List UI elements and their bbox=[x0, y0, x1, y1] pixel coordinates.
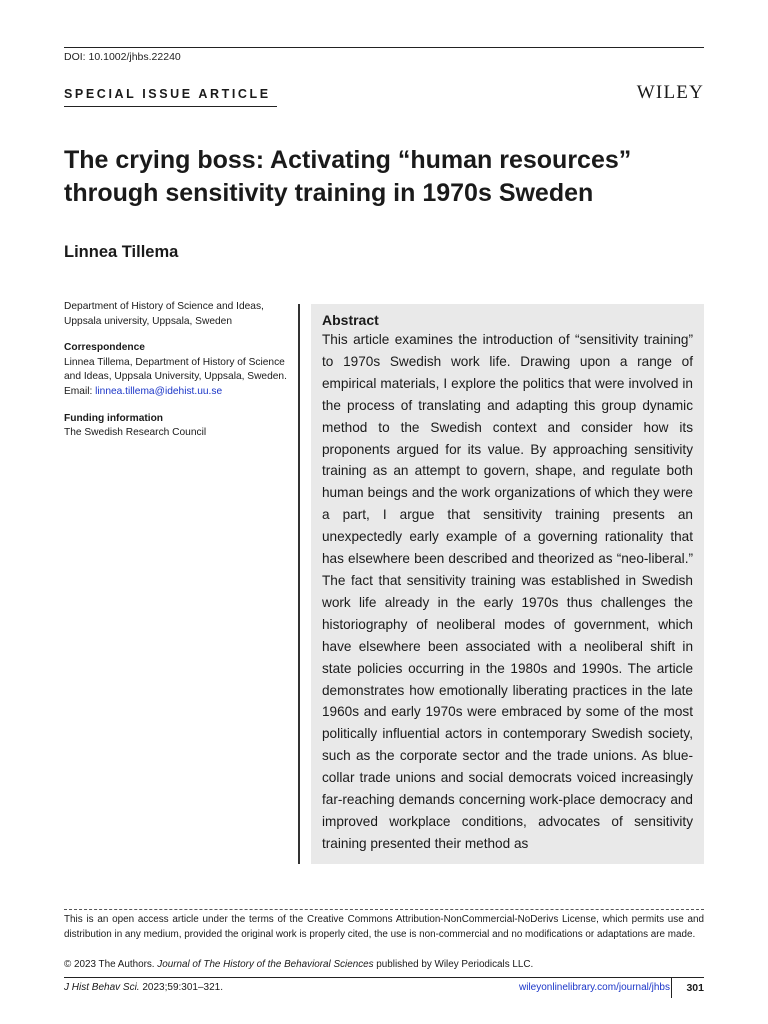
section-underline bbox=[64, 106, 277, 107]
funding-text: The Swedish Research Council bbox=[64, 427, 207, 439]
journal-name: Journal of The History of the Behavioral Sciences bbox=[157, 959, 374, 970]
footer-rule bbox=[64, 977, 704, 978]
funding-block bbox=[64, 412, 292, 441]
citation bbox=[64, 982, 223, 993]
copyright-suffix: published by Wiley Periodicals LLC. bbox=[373, 959, 534, 970]
abstract-text: This article examines the introduction of “sensitivity training” to 1970s Swedish work life. Drawing upon a range of empirical materials, I explore the politics that were involved in the process of translating and adapting this group dynamic method to the Swedish context and consider how its proponents argued for its value. By approaching sensitivity training as an attempt to govern, shape, and regulate both human beings and the work organizations of which they were a part, I argue that sensitivity training presents an unexpectedly early example of a governing rationality that has elsewhere been described and theorized as “neo-liberal.” The fact that sensitivity training was established in Swedish work life already in the early 1970s thus challenges the historiography of neoliberal modes of government, which have elsewhere been associated with a neoliberal shift in state policies occurring in the 1980s and 1990s. The article demonstrates how emotionally liberating practices in the late 1960s and early 1970s were embraced by some of the most politically influential actors in contemporary Swedish society, such as the corporate sector and the trade unions. As blue-collar trade unions and social democrats voiced increasingly far-reaching demands concerning work-place democracy and improved workplace conditions, advocates of sensitivity training presented their method as bbox=[322, 332, 693, 851]
header-rule bbox=[64, 47, 704, 48]
correspondence-heading: Correspondence bbox=[64, 342, 145, 354]
funding-heading: Funding information bbox=[64, 412, 164, 424]
sidebar-divider bbox=[298, 304, 300, 864]
article-title: The crying boss: Activating “human resources” through sensitivity training in 1970s Sweden bbox=[64, 146, 632, 207]
email-label: Email: bbox=[64, 385, 96, 397]
copyright-prefix: © 2023 The Authors. bbox=[64, 959, 158, 970]
abstract-heading: Abstract bbox=[322, 312, 379, 328]
abstract-panel bbox=[311, 304, 704, 864]
section-label: SPECIAL ISSUE ARTICLE bbox=[64, 87, 271, 101]
correspondence-block bbox=[64, 341, 292, 399]
citation-details: 2023;59:301–321. bbox=[139, 982, 224, 993]
email-link[interactable]: linnea.tillema@idehist.uu.se bbox=[95, 385, 223, 397]
license-notice: This is an open access article under the terms of the Creative Commons Attribution-NonCommercial-NoDerivs License, which permits use and distribution in any medium, provided the original work is properly cited, the use is non-commercial and no modifications or adaptations are made. bbox=[64, 914, 704, 940]
affiliation: Department of History of Science and Ideas, Uppsala university, Uppsala, Sweden bbox=[64, 301, 264, 327]
journal-url-link[interactable]: wileyonlinelibrary.com/journal/jhbs bbox=[519, 982, 670, 993]
author-name: Linnea Tillema bbox=[64, 243, 179, 261]
publisher-logo: WILEY bbox=[636, 82, 704, 103]
page-number-divider bbox=[671, 978, 672, 998]
author-info-sidebar bbox=[64, 300, 292, 453]
page-number: 301 bbox=[686, 982, 704, 994]
doi: DOI: 10.1002/jhbs.22240 bbox=[64, 51, 181, 63]
footnote-rule bbox=[64, 909, 704, 910]
correspondence-text: Linnea Tillema, Department of History of Science and Ideas, Uppsala University, Uppsala, Sweden. bbox=[64, 356, 287, 383]
copyright-line bbox=[64, 957, 704, 972]
citation-journal: J Hist Behav Sci. bbox=[64, 982, 140, 993]
email-line bbox=[64, 385, 292, 400]
affiliation-block bbox=[64, 300, 292, 329]
